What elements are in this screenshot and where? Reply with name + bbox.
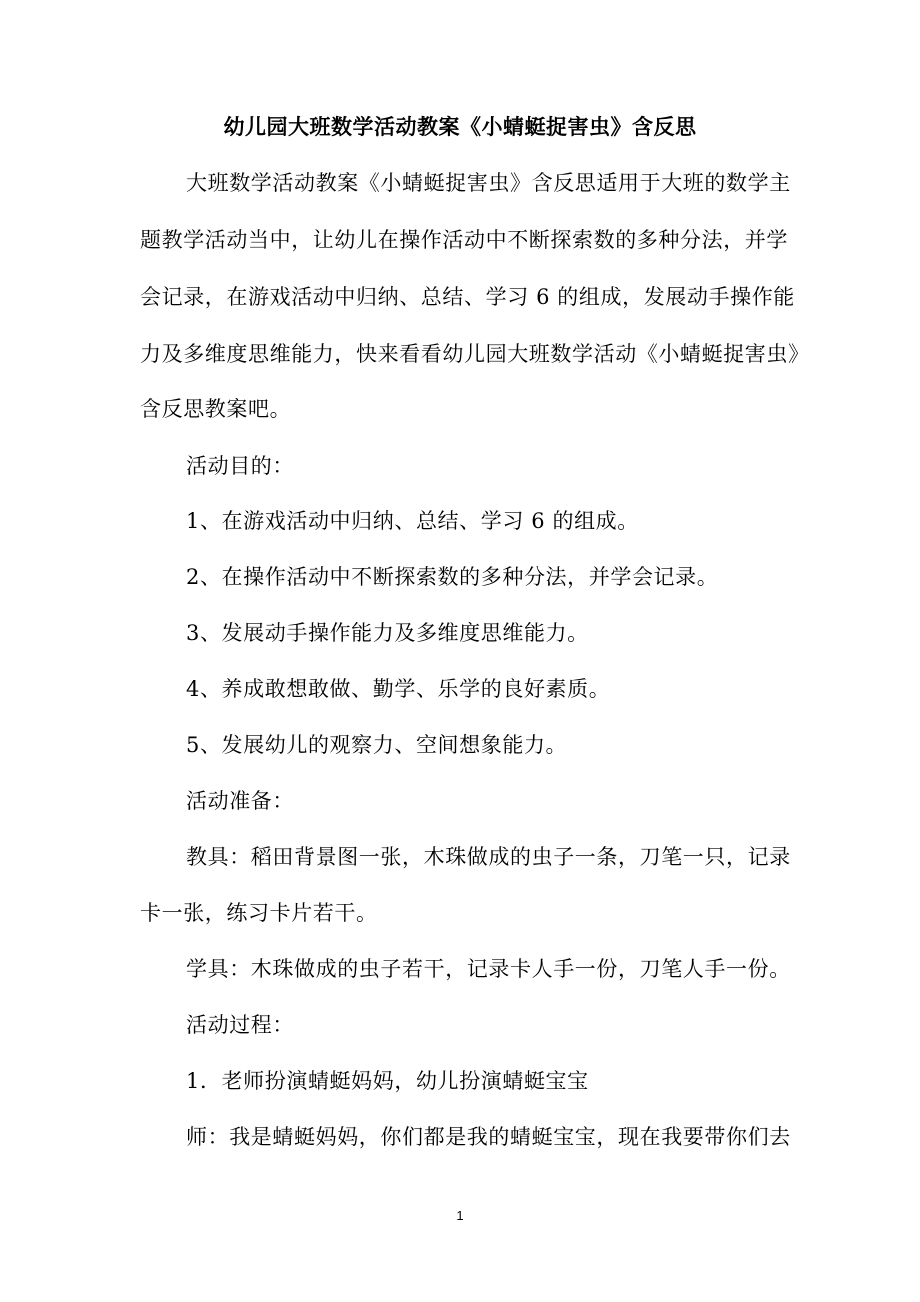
- goal-item-3: 3、发展动手操作能力及多维度思维能力。: [186, 621, 589, 645]
- student-tools: 学具：木珠做成的虫子若干，记录卡人手一份，刀笔人手一份。: [186, 957, 791, 981]
- teacher-line: 师：我是蜻蜓妈妈，你们都是我的蜻蜓宝宝，现在我要带你们去: [186, 1125, 791, 1149]
- intro-line-1: 大班数学活动教案《小蜻蜓捉害虫》含反思适用于大班的数学主: [186, 171, 791, 195]
- teacher-tools-line-2: 卡一张，练习卡片若干。: [140, 901, 378, 925]
- intro-line-5: 含反思教案吧。: [140, 397, 292, 421]
- step-1: 1．老师扮演蜻蜓妈妈，幼儿扮演蜻蜓宝宝: [186, 1069, 589, 1093]
- intro-line-4: 力及多维度思维能力，快来看看幼儿园大班数学活动《小蜻蜓捉害虫》: [140, 342, 810, 366]
- goals-heading: 活动目的：: [186, 454, 294, 478]
- goal-item-2: 2、在操作活动中不断探索数的多种分法，并学会记录。: [186, 565, 719, 589]
- process-heading: 活动过程：: [186, 1013, 294, 1037]
- intro-line-3: 会记录，在游戏活动中归纳、总结、学习 6 的组成，发展动手操作能: [140, 285, 795, 309]
- goal-item-1: 1、在游戏活动中归纳、总结、学习 6 的组成。: [186, 509, 639, 533]
- document-title: 幼儿园大班数学活动教案《小蜻蜓捉害虫》含反思: [223, 114, 697, 139]
- intro-line-2: 题教学活动当中，让幼儿在操作活动中不断探索数的多种分法，并学: [140, 228, 788, 252]
- page-number: 1: [456, 1208, 464, 1223]
- prep-heading: 活动准备：: [186, 789, 294, 813]
- teacher-tools-line-1: 教具：稻田背景图一张，木珠做成的虫子一条，刀笔一只，记录: [186, 845, 791, 869]
- goal-item-5: 5、发展幼儿的观察力、空间想象能力。: [186, 733, 568, 757]
- goal-item-4: 4、养成敢想敢做、勤学、乐学的良好素质。: [186, 677, 611, 701]
